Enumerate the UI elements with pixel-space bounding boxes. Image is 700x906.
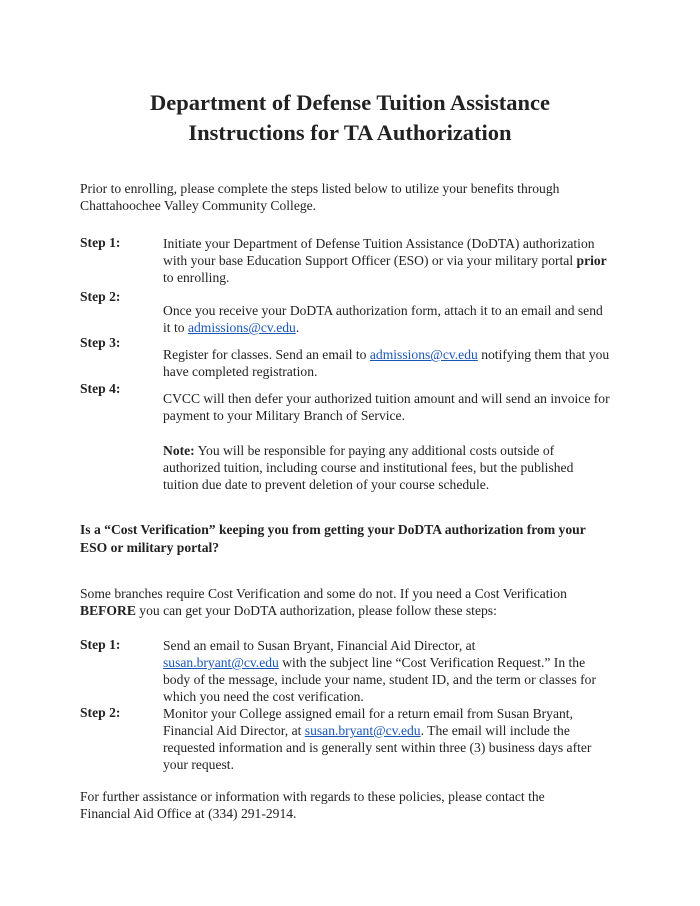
cost-intro-line-2 — [80, 602, 640, 619]
susan-bryant-email-link[interactable]: susan.bryant@cv.edu — [163, 655, 279, 670]
step-3-line-1 — [163, 346, 633, 363]
step-1-line-2-text: with your base Education Support Officer (ESO) or via your military portal — [163, 253, 577, 268]
step-2-line-2-text: it to — [163, 320, 188, 335]
step-1-line-1: Initiate your Department of Defense Tuition Assistance (DoDTA) authorization — [163, 236, 595, 251]
step-3-text — [163, 346, 633, 380]
cost-step-2-line-2 — [163, 722, 633, 739]
title-line-2: Instructions for TA Authorization — [188, 120, 512, 145]
closing-line-2: Financial Aid Office at (334) 291-2914. — [80, 806, 297, 821]
page-title — [0, 88, 700, 148]
step-1-line-2 — [163, 252, 633, 269]
note-line-2: authorized tuition, including course and institutional fees, but the published — [163, 460, 574, 475]
cost-step-2-text — [163, 705, 633, 773]
cost-step-2-line-1: Monitor your College assigned email for a return email from Susan Bryant, — [163, 706, 573, 721]
step-3-line-1-end: notifying them that you — [477, 347, 610, 362]
cost-verification-heading — [80, 521, 620, 557]
cost-heading-line-2: ESO or military portal? — [80, 540, 220, 555]
note-label: Note: — [163, 443, 195, 458]
step-1-text — [163, 235, 633, 286]
intro-line-2: Chattahoochee Valley Community College. — [80, 198, 317, 213]
step-2-text — [163, 302, 633, 336]
before-bold: BEFORE — [80, 603, 136, 618]
step-2-line-2-end: . — [295, 320, 300, 335]
cost-step-1-line-1: Send an email to Susan Bryant, Financial Aid Director, at — [163, 638, 476, 653]
cost-intro-paragraph — [80, 585, 640, 619]
cost-step-2-label: Step 2: — [80, 705, 121, 720]
cost-step-2-line-2-text: Financial Aid Director, at — [163, 723, 305, 738]
intro-paragraph — [80, 180, 640, 214]
note-line-3: tuition due date to prevent deletion of your course schedule. — [163, 477, 490, 492]
susan-bryant-email-link[interactable]: susan.bryant@cv.edu — [304, 723, 421, 738]
cost-step-2-line-3: requested information and is generally sent within three (3) business days after — [163, 740, 592, 755]
cost-step-1-line-4: which you need the cost verification. — [163, 689, 364, 704]
cost-step-1-line-2-text: with the subject line “Cost Verification Request.” In the — [278, 655, 586, 670]
cost-step-2-line-4: your request. — [163, 757, 234, 772]
step-4-label: Step 4: — [80, 381, 121, 396]
step-2-label: Step 2: — [80, 289, 121, 304]
step-2-line-1: Once you receive your DoDTA authorization form, attach it to an email and send — [163, 303, 603, 318]
step-4-text — [163, 390, 633, 424]
step-1-label: Step 1: — [80, 235, 121, 250]
admissions-email-link[interactable]: admissions@cv.edu — [369, 347, 478, 362]
cost-step-1-label: Step 1: — [80, 637, 121, 652]
note-line-1-text: You will be responsible for paying any additional costs outside of — [194, 443, 555, 458]
intro-line-1: Prior to enrolling, please complete the steps listed below to utilize your benefits through — [80, 181, 560, 196]
step-3-line-1-text: Register for classes. Send an email to — [163, 347, 370, 362]
cost-intro-line-2-text: you can get your DoDTA authorization, please follow these steps: — [135, 603, 497, 618]
cost-step-1-line-3: body of the message, include your name, student ID, and the term or classes for — [163, 672, 596, 687]
cost-intro-line-1: Some branches require Cost Verification and some do not. If you need a Cost Verification — [80, 586, 567, 601]
closing-paragraph — [80, 788, 640, 822]
step-4-line-2: payment to your Military Branch of Service. — [163, 408, 405, 423]
step-1-line-3: to enrolling. — [163, 270, 230, 285]
cost-step-1-text — [163, 637, 633, 705]
closing-line-1: For further assistance or information with regards to these policies, please contact the — [80, 789, 545, 804]
admissions-email-link[interactable]: admissions@cv.edu — [187, 320, 296, 335]
step-2-line-2 — [163, 319, 633, 336]
step-4-line-1: CVCC will then defer your authorized tuition amount and will send an invoice for — [163, 391, 610, 406]
title-line-1: Department of Defense Tuition Assistance — [150, 90, 550, 115]
cost-step-1-line-2 — [163, 654, 633, 671]
note-paragraph — [163, 442, 633, 493]
step-1-prior-bold: prior — [576, 253, 607, 268]
cost-heading-line-1: Is a “Cost Verification” keeping you from getting your DoDTA authorization from your — [80, 522, 586, 537]
step-3-line-2: have completed registration. — [163, 364, 318, 379]
note-line-1 — [163, 442, 633, 459]
cost-step-2-line-2-end: . The email will include the — [420, 723, 570, 738]
step-3-label: Step 3: — [80, 335, 121, 350]
